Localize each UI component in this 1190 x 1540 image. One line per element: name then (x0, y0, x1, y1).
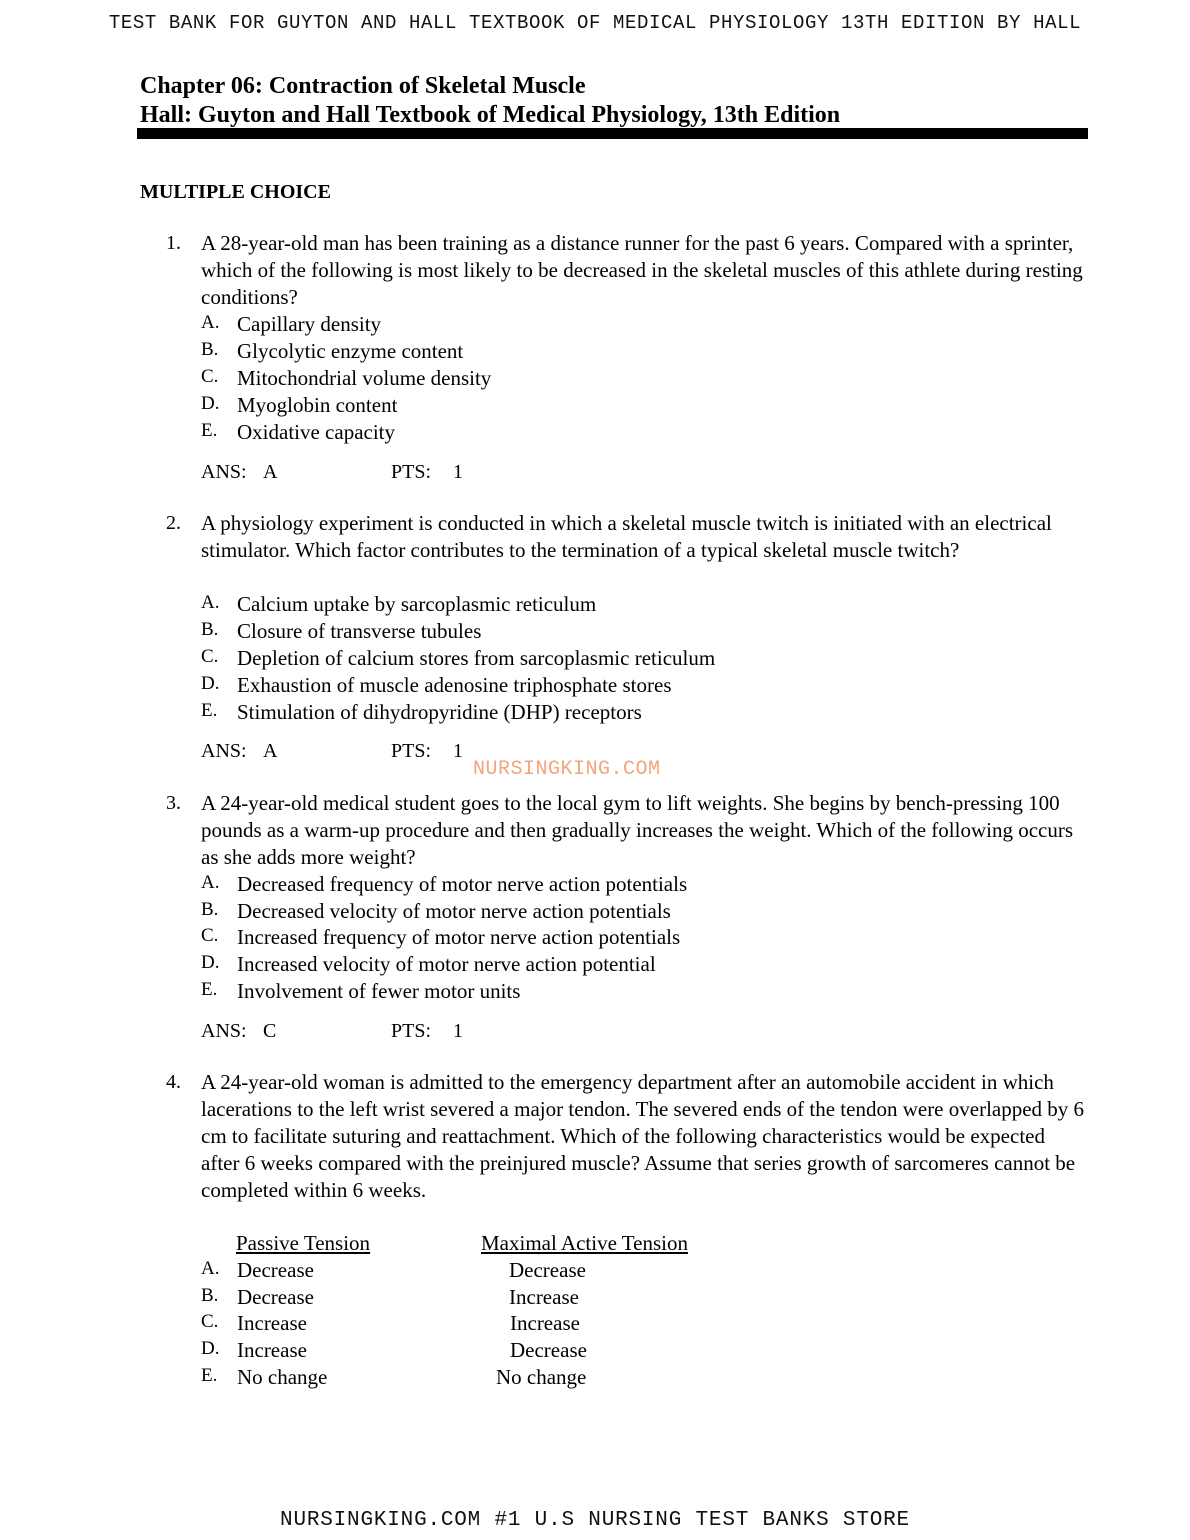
option-d: D. Myoglobin content (201, 393, 398, 417)
row-d: D. Increase (201, 1338, 307, 1362)
option-e: E. Involvement of fewer motor units (201, 979, 521, 1003)
points-value: 1 (453, 740, 463, 762)
book-title: Hall: Guyton and Hall Textbook of Medical Physiology, 13th Edition (140, 102, 841, 128)
option-d: D. Exhaustion of muscle adenosine triphosphate stores (201, 673, 672, 697)
option-b: B. Closure of transverse tubules (201, 619, 482, 643)
watermark: NURSINGKING.COM (473, 758, 661, 781)
row-c-active: Increase (510, 1311, 580, 1335)
question-stem: A 24-year-old medical student goes to the local gym to lift weights. She begins by bench-pressing 100 pounds as a warm-up procedure and then gradually increases the weight. Which of the following occurs as she adds more weight? (201, 791, 1074, 869)
row-c: C. Increase (201, 1311, 307, 1335)
points-value: 1 (453, 461, 463, 483)
option-b: B. Glycolytic enzyme content (201, 339, 464, 363)
answer-line: ANS: A PTS: 1 (201, 740, 463, 762)
option-c: C. Mitochondrial volume density (201, 366, 492, 390)
option-a: A. Decreased frequency of motor nerve action potentials (201, 872, 688, 896)
option-c: C. Depletion of calcium stores from sarcoplasmic reticulum (201, 646, 716, 670)
row-e-active: No change (496, 1365, 587, 1389)
row-b: B. Decrease (201, 1285, 314, 1309)
column-header-passive-tension: Passive Tension (236, 1231, 371, 1255)
chapter-title: Chapter 06: Contraction of Skeletal Muscle (140, 73, 586, 99)
option-a: A. Capillary density (201, 312, 382, 336)
question-number: 1. (166, 232, 181, 254)
header-rule (137, 128, 1088, 139)
question-number: 4. (166, 1071, 181, 1093)
question-stem: A 28-year-old man has been training as a distance runner for the past 6 years. Compared with a sprinter, which of the following is most likely to be decreased in the skeletal muscles of this athlete during resting conditions? (201, 231, 1083, 309)
row-d-active: Decrease (510, 1338, 587, 1362)
answer-value: A (263, 740, 278, 762)
answer-value: A (263, 461, 278, 483)
option-c: C. Increased frequency of motor nerve action potentials (201, 925, 681, 949)
column-header-maximal-active-tension: Maximal Active Tension (481, 1231, 688, 1255)
option-d: D. Increased velocity of motor nerve action potential (201, 952, 656, 976)
question-number: 3. (166, 792, 181, 814)
option-b: B. Decreased velocity of motor nerve action potentials (201, 899, 671, 923)
row-b-active: Increase (509, 1285, 579, 1309)
option-a: A. Calcium uptake by sarcoplasmic reticulum (201, 592, 597, 616)
page-banner: TEST BANK FOR GUYTON AND HALL TEXTBOOK OF MEDICAL PHYSIOLOGY 13TH EDITION BY HALL (108, 12, 1082, 34)
points-value: 1 (453, 1020, 463, 1042)
chapter-header (140, 72, 840, 130)
answer-value: C (263, 1020, 277, 1042)
option-e: E. Oxidative capacity (201, 420, 396, 444)
question-stem: A physiology experiment is conducted in which a skeletal muscle twitch is initiated with an electrical stimulator. Which factor contributes to the termination of a typical skeletal muscle twitch? (201, 511, 1052, 562)
answer-line: ANS: A PTS: 1 (201, 461, 463, 483)
question-stem: A 24-year-old woman is admitted to the emergency department after an automobile accident in which lacerations to the left wrist severed a major tendon. The severed ends of the tendon were overlapped by 6 cm to facilitate suturing and reattachment. Which of the following characteristics would be expected after 6 weeks compared with the preinjured muscle? Assume that series growth of sarcomeres cannot be completed within 6 weeks. (201, 1070, 1085, 1202)
row-a-active: Decrease (509, 1258, 586, 1282)
page-footer: NURSINGKING.COM #1 U.S NURSING TEST BANKS STORE (280, 1509, 910, 1532)
section-title: MULTIPLE CHOICE (140, 181, 331, 203)
row-a: A. Decrease (201, 1258, 314, 1282)
question-number: 2. (166, 512, 181, 534)
option-e: E. Stimulation of dihydropyridine (DHP) receptors (201, 700, 642, 724)
row-e: E. No change (201, 1365, 328, 1389)
answer-line: ANS: C PTS: 1 (201, 1020, 463, 1042)
